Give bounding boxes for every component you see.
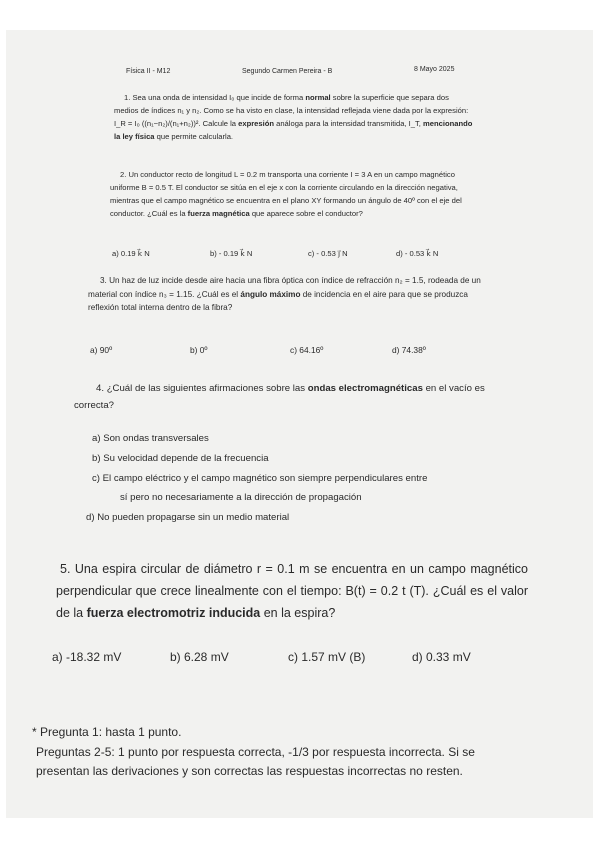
question-3-number: 3. [100,276,107,285]
option-4b[interactable]: b) Su velocidad depende de la frecuencia [92,453,269,464]
note-question-1: * Pregunta 1: hasta 1 punto. [32,725,182,739]
option-4c[interactable]: c) El campo eléctrico y el campo magnético son siempre perpendiculares entre [92,473,428,484]
question-2-number: 2. [120,170,127,179]
question-3: 3. Un haz de luz incide desde aire hacia una fibra óptica con índice de refracción n₂ = 1.5, rodeada de un material con índice n₃ = 1.15. ¿Cuál es el ángulo máximo de incidencia en el aire para que se produzca reflexión total interna dentro de la fibra? [88,276,481,312]
date-label: 8 Mayo 2025 [414,66,455,73]
option-4c-continued: sí pero no necesariamente a la dirección de propagación [120,492,362,503]
option-5b[interactable]: b) 6.28 mV [170,650,229,664]
option-4d[interactable]: d) No pueden propagarse sin un medio material [86,512,290,523]
note-scoring: Preguntas 2-5: 1 punto por respuesta correcta, -1/3 por respuesta incorrecta. Si se presentan las derivaciones y son correctas las respuestas incorrectas no resten. [36,745,475,778]
question-3-options [0,344,599,358]
question-5-number: 5. [60,562,71,576]
option-3d[interactable]: d) 74.38º [392,345,426,355]
course-label: Física II - M12 [126,68,171,75]
option-2d[interactable]: d) - 0.53 k⃗ N [396,249,439,258]
option-5d[interactable]: d) 0.33 mV [412,650,471,664]
question-1: 1. Sea una onda de intensidad I₀ que incide de forma normal sobre la superficie que separa dos medios de índices n₁ y n₂. Como se ha visto en clase, la intensidad reflejada viene dada por la expresión: I_R = I₀ ((n₁−n₂)/(n₁+n₂))². Calcule la expresión análoga para la intensidad transmitida, I_T, mencionando la ley física que permite calcularla. [114,93,473,141]
question-4: 4. ¿Cuál de las siguientes afirmaciones sobre las ondas electromagnéticas en el vacío es correcta? [74,383,485,411]
question-5-options [0,650,599,670]
question-1-number: 1. [124,93,131,102]
option-4a[interactable]: a) Son ondas transversales [92,433,209,444]
exam-sheet [6,30,593,818]
option-2b[interactable]: b) - 0.19 k⃗ N [210,249,253,258]
option-5a[interactable]: a) -18.32 mV [52,650,122,664]
option-2a[interactable]: a) 0.19 k⃗ N [112,249,150,258]
question-2-options [0,247,599,261]
option-3c[interactable]: c) 64.16º [290,345,324,355]
option-3b[interactable]: b) 0º [190,345,208,355]
question-5: 5. Una espira circular de diámetro r = 0.1 m se encuentra en un campo magnético perpendicular que crece linealmente con el tiempo: B(t) = 0.2 t (T). ¿Cuál es el valor de la fuerza electromotriz inducida en la espira? [56,562,528,620]
question-4-number: 4. [96,383,105,394]
question-2: 2. Un conductor recto de longitud L = 0.2 m transporta una corriente I = 3 A en un campo magnético uniforme B = 0.5 T. El conductor se sitúa en el eje x con la corriente circulando en la dirección negativa, mientras que el campo magnético se encuentra en el plano XY formando un ángulo de 40º con el eje del conductor. ¿Cuál es la fuerza magnética que aparece sobre el conductor? [110,170,462,218]
option-3a[interactable]: a) 90º [90,345,113,355]
teacher-label: Segundo Carmen Pereira - B [242,68,333,75]
option-2c[interactable]: c) - 0.53 j⃗ N [308,249,348,258]
option-5c[interactable]: c) 1.57 mV (B) [288,650,366,664]
